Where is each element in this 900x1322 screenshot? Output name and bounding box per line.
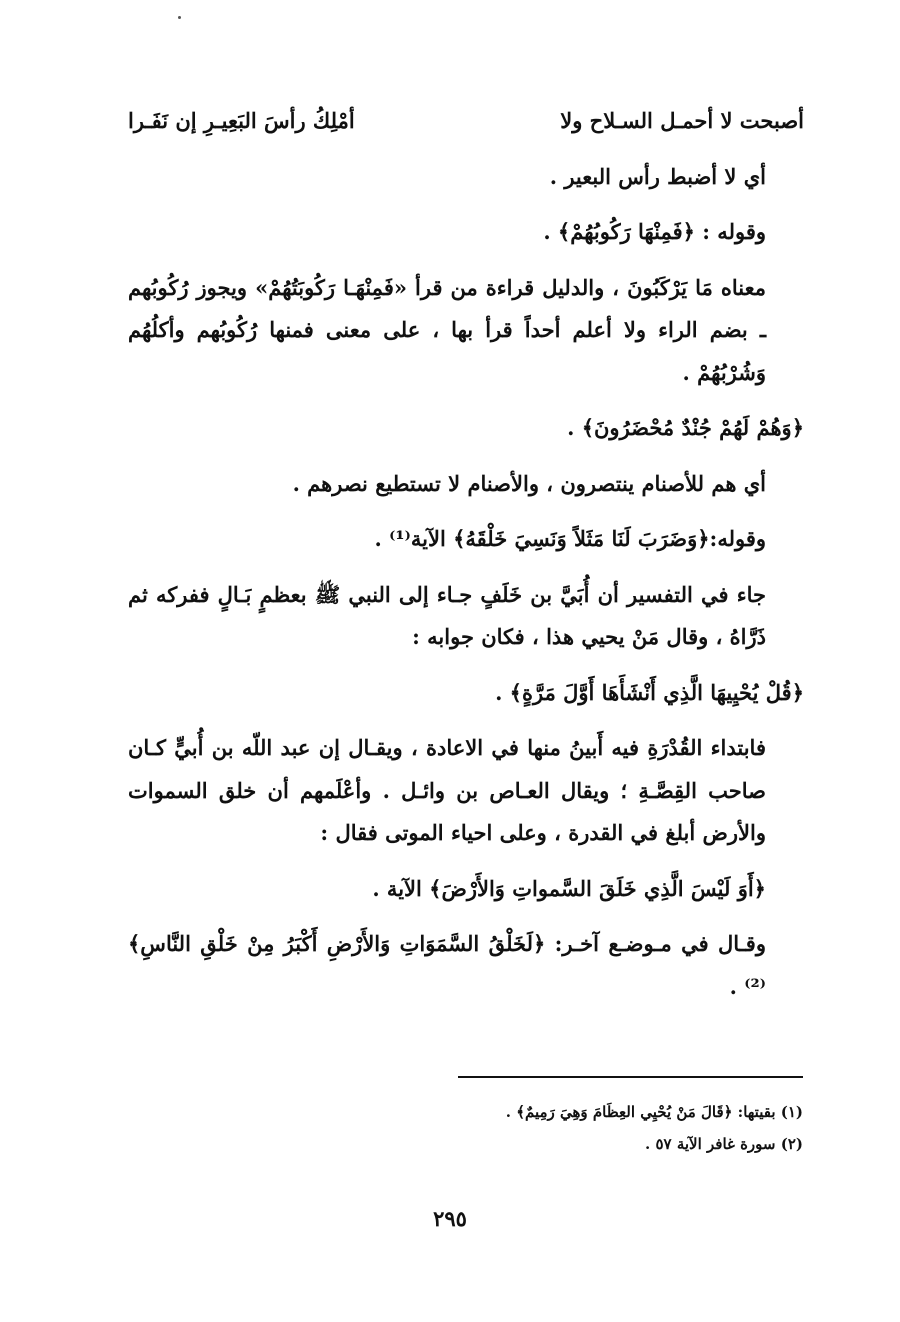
paragraph-quote-yuhyiha: ﴿قُلْ يُحْيِيهَا الَّذِي أَنْشَأَهَا أَوَّلَ مَرَّةٍ﴾ . bbox=[495, 679, 804, 705]
paragraph-reading-discussion: معناه مَا يَرْكَبُونَ ، والدليل قراءة من قرأ «فَمِنْهَـا رَكُوبَتُهُمْ» ويجوز رُكُوبُهم ـ بضم الراء ولا أعلم أحداً قرأ بها ، على معنى فمنها رُكُوبُهم وأكلُهُم وَشُرْبُهُمْ . bbox=[128, 274, 766, 385]
paragraph-quote-lakhalqu: وقـال في مـوضـع آخـر: ﴿لَخَلْقُ السَّمَوَاتِ وَالأَرْضِ أَكْبَرُ مِنْ خَلْقِ النَّاسِ﴾⁽²⁾ . bbox=[128, 931, 766, 999]
paragraph-idols: أي هم للأصنام ينتصرون ، والأصنام لا تستطيع نصرهم . bbox=[292, 470, 766, 496]
footnote-divider bbox=[458, 1076, 803, 1078]
poetry-verse bbox=[128, 100, 804, 143]
ink-speck bbox=[178, 16, 181, 19]
paragraph-quote-jundun: ﴿وَهُمْ لَهُمْ جُنْدٌ مُحْضَرُونَ﴾ . bbox=[567, 415, 804, 440]
page-number: ٢٩٥ bbox=[433, 1206, 467, 1231]
paragraph-quote-awalaysa: ﴿أَوَ لَيْسَ الَّذِي خَلَقَ السَّمواتِ وَالأَرْضَ﴾ الآية . bbox=[372, 875, 766, 901]
footnote-2: (٢) سورة غافر الآية ٥٧ . bbox=[645, 1135, 803, 1153]
paragraph-power: فابتداء القُدْرَةِ فيه أَبينُ منها في الاعادة ، ويقـال إن عبد اللّه بن أُبيٍّ كـان صاحب القِصَّـةِ ؛ ويقال العـاص بن وائـل . وأعْلَمهم أن خلق السموات والأرض أبلغ في القدرة ، وعلى احياء الموتى فقال : bbox=[128, 735, 766, 845]
paragraph-quote-rakubuhum: وقوله : ﴿فَمِنْهَا رَكُوبُهُمْ﴾ . bbox=[543, 219, 766, 244]
page-body bbox=[128, 100, 804, 1008]
footnotes bbox=[420, 1096, 803, 1160]
verse-hemistich-second: أمْلِكُ رأسَ البَعِيـرِ إن نَفَـرا bbox=[128, 108, 355, 133]
paragraph-tafsir-ubayy: جاء في التفسير أن أُبَيَّ بن خَلَفٍ جـاء إلى النبي ﷺ بعظمٍ بَـالٍ ففركه ثم ذَرَّاهُ ، وقال مَنْ يحيي هذا ، فكان جوابه : bbox=[128, 581, 766, 649]
footnote-1: (١) بقيتها: ﴿قَالَ مَنْ يُحْيِي العِظَامَ وَهِيَ رَمِيمٌ﴾ . bbox=[505, 1103, 803, 1121]
paragraph-explanation: أي لا أضبط رأس البعير . bbox=[549, 163, 766, 189]
paragraph-quote-mathal: وقوله:﴿وَضَرَبَ لَنَا مَثَلاً وَنَسِيَ خَلْقَهُ﴾ الآية⁽¹⁾ . bbox=[374, 526, 766, 551]
verse-hemistich-first: أصبحت لا أحمـل السـلاح ولا bbox=[560, 108, 804, 133]
